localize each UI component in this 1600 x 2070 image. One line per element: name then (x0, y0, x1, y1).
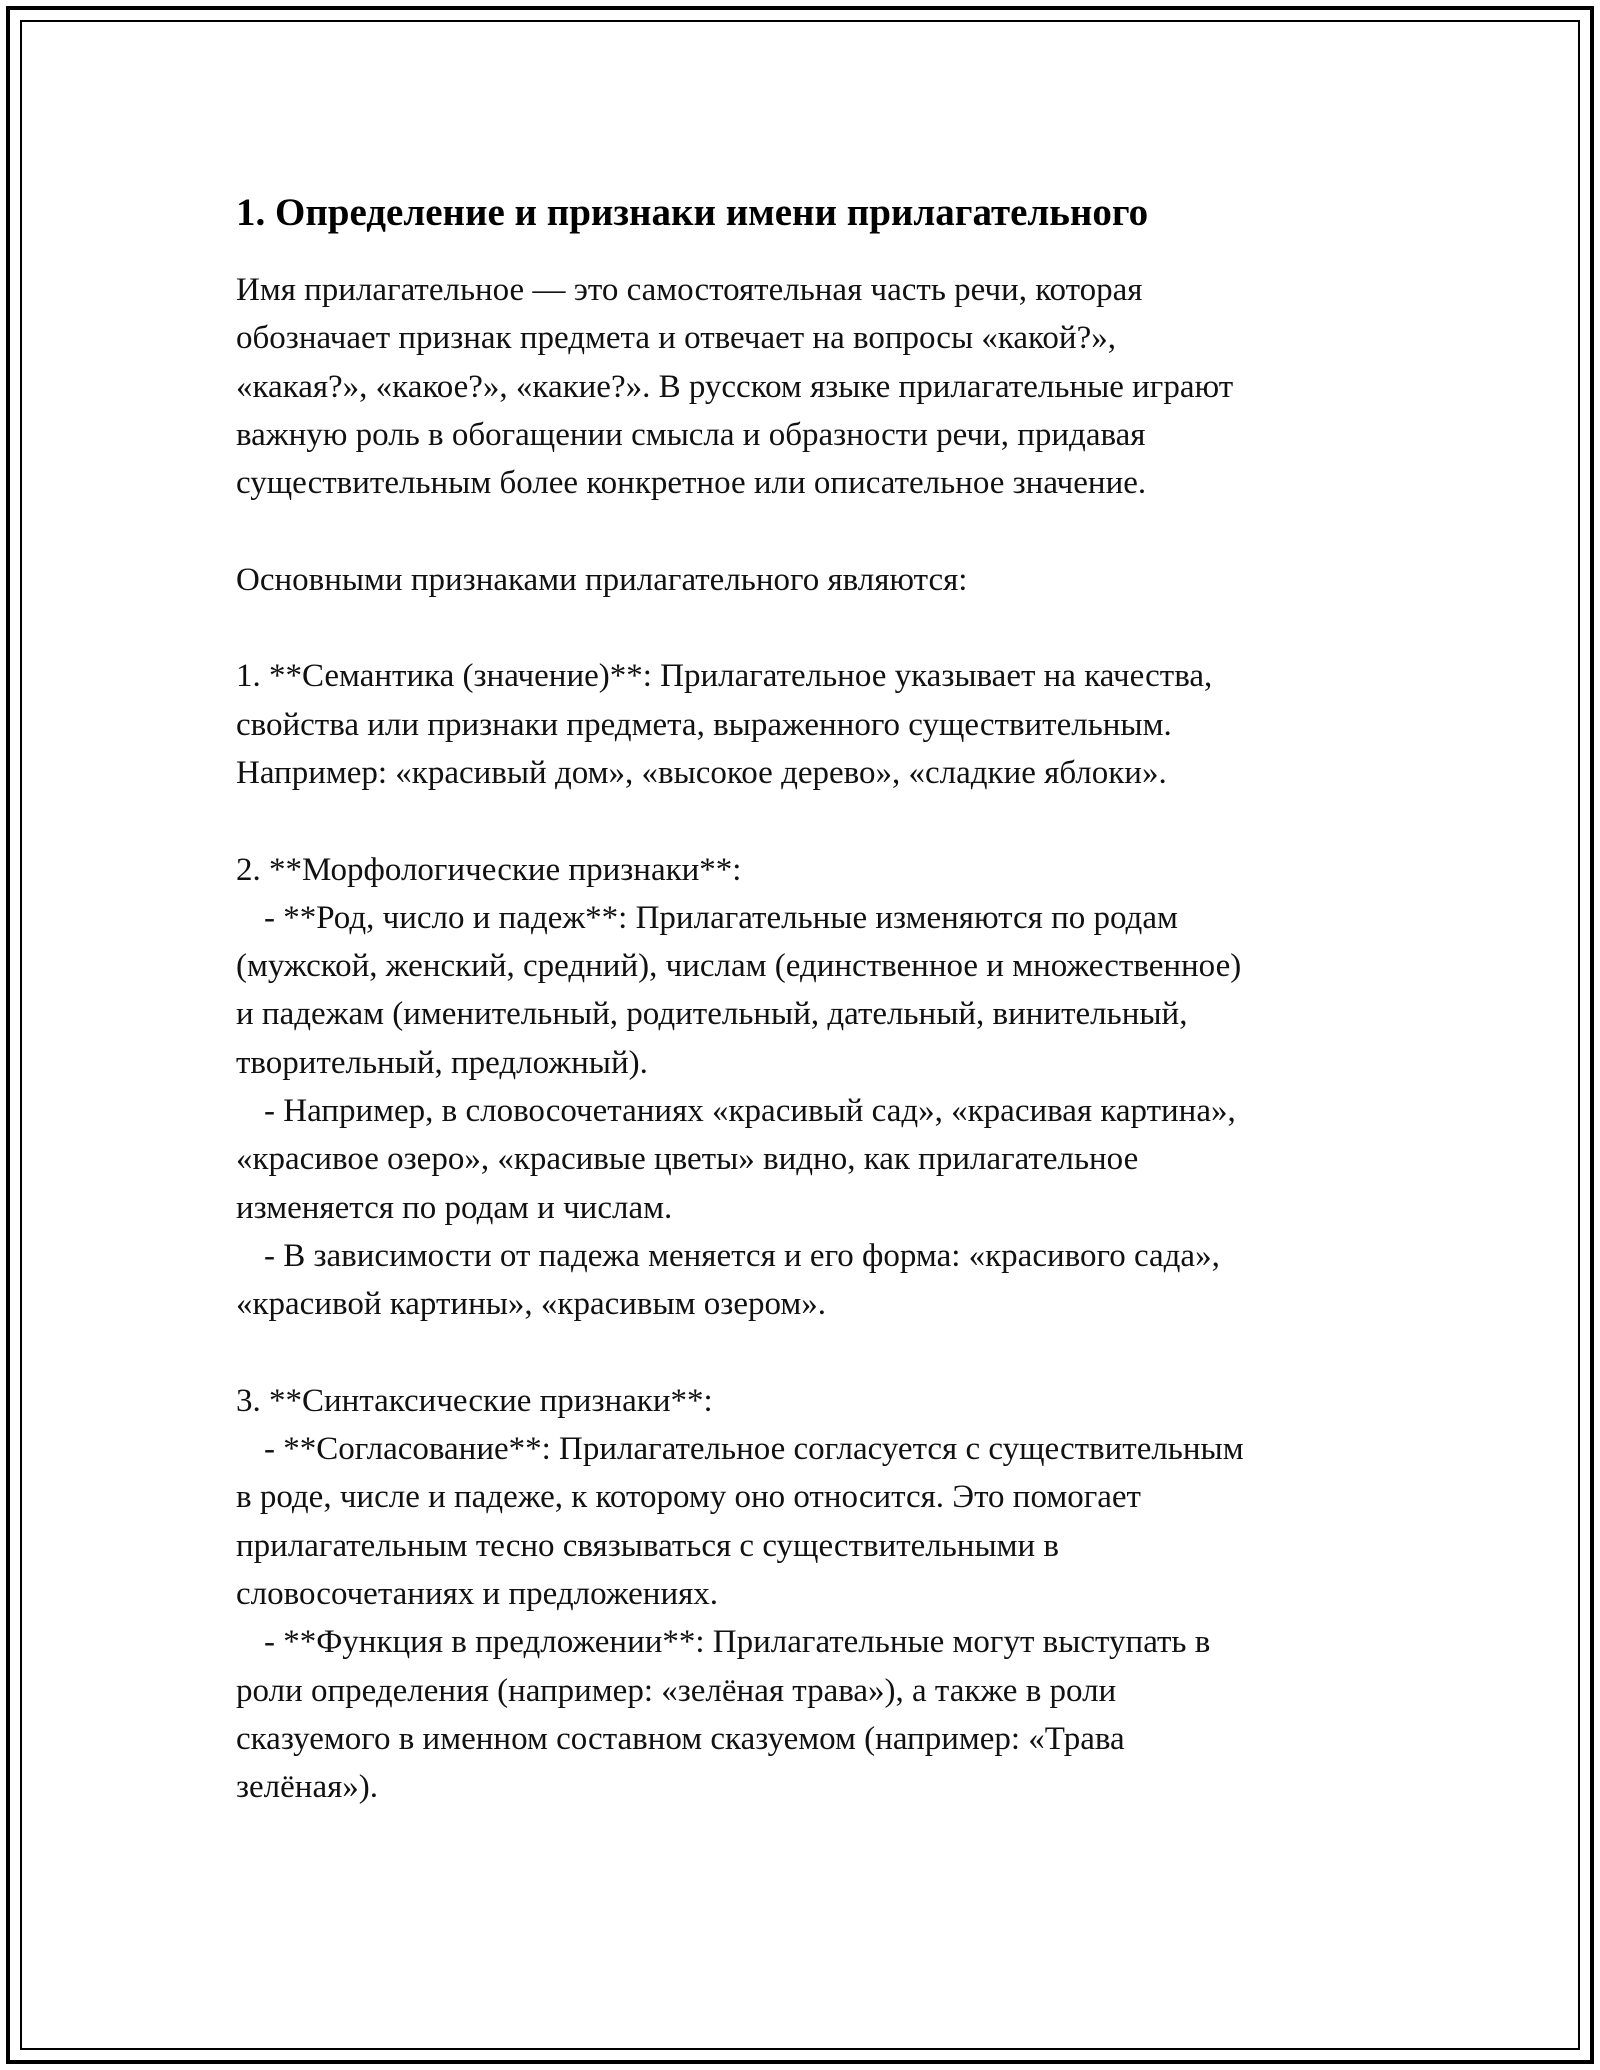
text-line: - **Согласование**: Прилагательное согласуется с существительным (264, 1431, 1244, 1468)
text-line: сказуемого в именном составном сказуемом (например: «Трава (236, 1720, 1125, 1757)
spacer (236, 604, 1376, 652)
text-line: обозначает признак предмета и отвечает на вопросы «какой?», (236, 320, 1116, 357)
text-line: - В зависимости от падежа меняется и его форма: «красивого сада», (264, 1237, 1220, 1274)
section-title: 1. Определение и признаки имени прилагательного (236, 191, 1149, 234)
text-line: прилагательным тесно связываться с существительными в (236, 1527, 1060, 1564)
list-item-heading: 2. **Морфологические признаки**: (236, 851, 742, 888)
text-line: существительным более конкретное или описательное значение. (236, 465, 1147, 502)
text-line: - **Род, число и падеж**: Прилагательные изменяются по родам (264, 899, 1178, 936)
text-line: «какая?», «какое?», «какие?». В русском языке прилагательные играют (236, 368, 1234, 405)
list-item-heading: 3. **Синтаксические признаки**: (236, 1382, 713, 1419)
text-line: «красивой картины», «красивым озером». (236, 1286, 826, 1323)
spacer (236, 797, 1376, 845)
text-line: словосочетаниях и предложениях. (236, 1576, 719, 1613)
spacer (236, 507, 1376, 555)
text-line: «красивое озеро», «красивые цветы» видно, как прилагательное (236, 1141, 1139, 1178)
list-item-syntax (236, 1377, 1376, 1812)
text-line: (мужской, женский, средний), числам (единственное и множественное) (236, 948, 1242, 985)
list-item-morphology (236, 846, 1376, 1329)
text-line: зелёная»). (236, 1769, 379, 1806)
features-heading: Основными признаками прилагательного являются: (236, 561, 968, 598)
spacer (236, 1329, 1376, 1377)
text-line: изменяется по родам и числам. (236, 1189, 673, 1226)
list-item-semantics (236, 652, 1376, 797)
text-line: свойства или признаки предмета, выраженного существительным. (236, 706, 1172, 743)
intro-paragraph (236, 266, 1376, 507)
text-line: и падежам (именительный, родительный, дательный, винительный, (236, 996, 1188, 1033)
text-line: в роде, числе и падеже, к которому оно относится. Это помогает (236, 1479, 1141, 1516)
text-line: творительный, предложный). (236, 1044, 648, 1081)
text-line: - Например, в словосочетаниях «красивый сад», «красивая картина», (264, 1093, 1236, 1130)
text-line: Например: «красивый дом», «высокое дерево», «сладкие яблоки». (236, 754, 1167, 791)
document-body (236, 188, 1376, 1812)
text-line: роли определения (например: «зелёная трава»), а также в роли (236, 1672, 1117, 1709)
text-line: Имя прилагательное — это самостоятельная часть речи, которая (236, 272, 1143, 308)
text-line: 1. **Семантика (значение)**: Прилагательное указывает на качества, (236, 658, 1213, 695)
text-line: - **Функция в предложении**: Прилагательные могут выступать в (264, 1624, 1211, 1661)
text-line: важную роль в обогащении смысла и образности речи, придавая (236, 416, 1146, 453)
